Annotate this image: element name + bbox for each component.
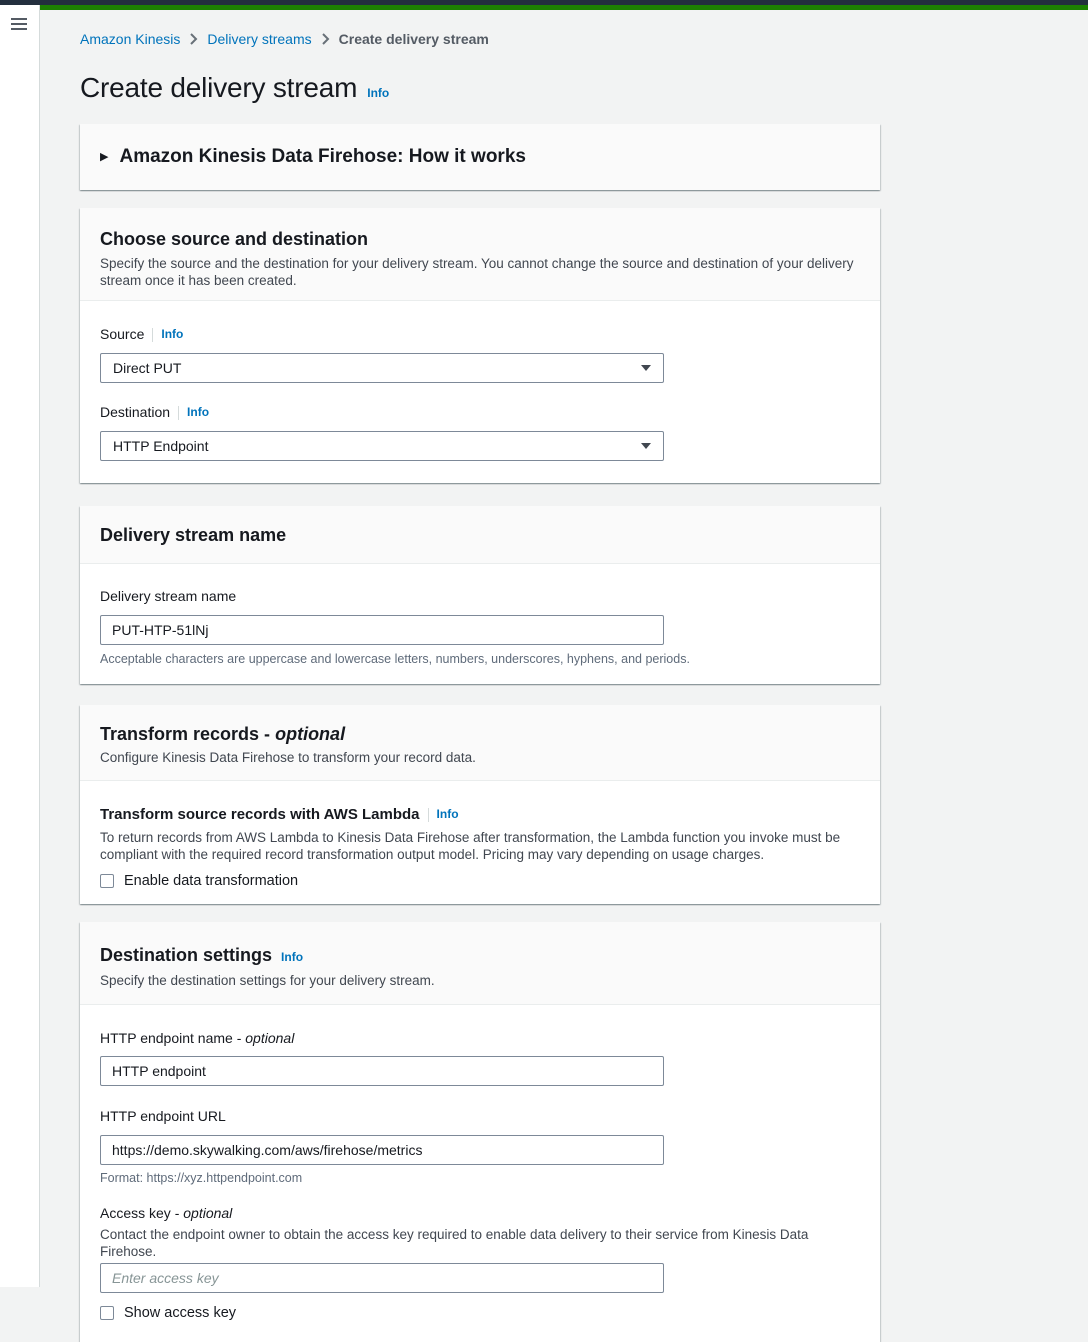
lambda-description: To return records from AWS Lambda to Kinesis Data Firehose after transformation, the Lambda function you invoke must be compliant with the required record transformation output model. Pricing may vary depending on usage charges. <box>100 830 841 862</box>
destination-label-row <box>100 403 860 422</box>
stream-name-title: Delivery stream name <box>100 525 287 545</box>
stream-name-label: Delivery stream name <box>100 588 237 604</box>
optional-label: optional <box>245 1030 295 1046</box>
lambda-label-row <box>100 805 860 824</box>
destination-settings-title: Destination settings <box>100 945 273 965</box>
breadcrumb-current: Create delivery stream <box>338 31 489 47</box>
transform-description: Configure Kinesis Data Firehose to transform your record data. <box>100 750 476 765</box>
source-destination-description: Specify the source and the destination for your delivery stream. You cannot change the source and destination of your delivery stream once it has been created. <box>100 256 854 288</box>
endpoint-name-label: HTTP endpoint name - optional <box>100 1030 295 1046</box>
destination-info-link[interactable]: Info <box>187 405 210 419</box>
lambda-label: Transform source records with AWS Lambda <box>100 806 420 823</box>
enable-transformation-checkbox[interactable] <box>100 874 114 888</box>
stream-name-body <box>80 564 880 684</box>
top-nav-bar <box>0 0 1088 5</box>
progress-accent-bar <box>40 5 1088 10</box>
menu-button[interactable] <box>11 16 29 34</box>
destination-settings-panel <box>80 922 880 1342</box>
caret-down-icon <box>641 443 651 449</box>
endpoint-url-input[interactable] <box>100 1135 664 1165</box>
transform-body <box>80 781 880 904</box>
page-title-row <box>80 71 1088 105</box>
destination-settings-title-row <box>100 944 860 968</box>
optional-label: optional <box>275 724 346 744</box>
show-access-key-label: Show access key <box>124 1305 237 1321</box>
stream-name-hint: Acceptable characters are uppercase and lowercase letters, numbers, underscores, hyphens, and periods. <box>100 652 690 666</box>
expand-caret-icon: ▶ <box>100 151 109 163</box>
endpoint-url-label: HTTP endpoint URL <box>100 1108 226 1124</box>
transform-title: Transform records - optional <box>100 724 346 744</box>
source-label-row <box>100 325 860 344</box>
transform-header <box>80 705 880 781</box>
source-select-value: Direct PUT <box>113 360 182 376</box>
access-key-input[interactable] <box>100 1263 664 1293</box>
how-it-works-expander[interactable] <box>80 124 880 190</box>
transform-panel <box>80 705 880 904</box>
stream-name-input[interactable] <box>100 615 664 645</box>
destination-label: Destination <box>100 404 171 420</box>
chevron-right-icon <box>321 33 330 45</box>
enable-transformation-row <box>100 872 860 890</box>
side-nav-rail <box>0 5 40 1287</box>
source-destination-title: Choose source and destination <box>100 229 369 249</box>
access-key-label: Access key - optional <box>100 1205 233 1221</box>
how-it-works-title: Amazon Kinesis Data Firehose: How it works <box>119 146 526 167</box>
source-destination-body <box>80 301 880 483</box>
show-access-key-row <box>100 1304 860 1322</box>
caret-down-icon <box>641 365 651 371</box>
breadcrumb-link-delivery-streams[interactable]: Delivery streams <box>207 31 312 47</box>
destination-select-value: HTTP Endpoint <box>113 438 209 454</box>
how-it-works-panel <box>80 124 880 190</box>
destination-settings-info-link[interactable]: Info <box>281 950 304 964</box>
show-access-key-checkbox[interactable] <box>100 1306 114 1320</box>
chevron-right-icon <box>189 33 198 45</box>
stream-name-panel <box>80 506 880 684</box>
label-divider <box>428 808 429 822</box>
stream-name-header <box>80 506 880 564</box>
optional-label: optional <box>183 1205 233 1221</box>
enable-transformation-label: Enable data transformation <box>124 873 299 889</box>
page-title-info-link[interactable]: Info <box>367 86 390 100</box>
endpoint-url-hint: Format: https://xyz.httpendpoint.com <box>100 1171 303 1185</box>
source-info-link[interactable]: Info <box>161 327 184 341</box>
page-title: Create delivery stream <box>80 72 358 103</box>
destination-settings-description: Specify the destination settings for your delivery stream. <box>100 973 435 988</box>
destination-settings-body <box>80 1005 880 1342</box>
destination-settings-header <box>80 922 880 1005</box>
lambda-info-link[interactable]: Info <box>436 807 459 821</box>
endpoint-name-input[interactable] <box>100 1056 664 1086</box>
breadcrumb-link-amazon-kinesis[interactable]: Amazon Kinesis <box>80 31 181 47</box>
source-select[interactable] <box>100 353 664 383</box>
main-content <box>40 10 1088 1321</box>
source-destination-panel <box>80 208 880 483</box>
destination-select[interactable] <box>100 431 664 461</box>
source-label: Source <box>100 326 145 342</box>
source-destination-header <box>80 208 880 301</box>
label-divider <box>152 328 153 342</box>
hamburger-icon <box>11 18 29 30</box>
access-key-description: Contact the endpoint owner to obtain the access key required to enable data delivery to their service from Kinesis Data Firehose. <box>100 1227 809 1259</box>
breadcrumb <box>80 29 1088 49</box>
label-divider <box>178 406 179 420</box>
